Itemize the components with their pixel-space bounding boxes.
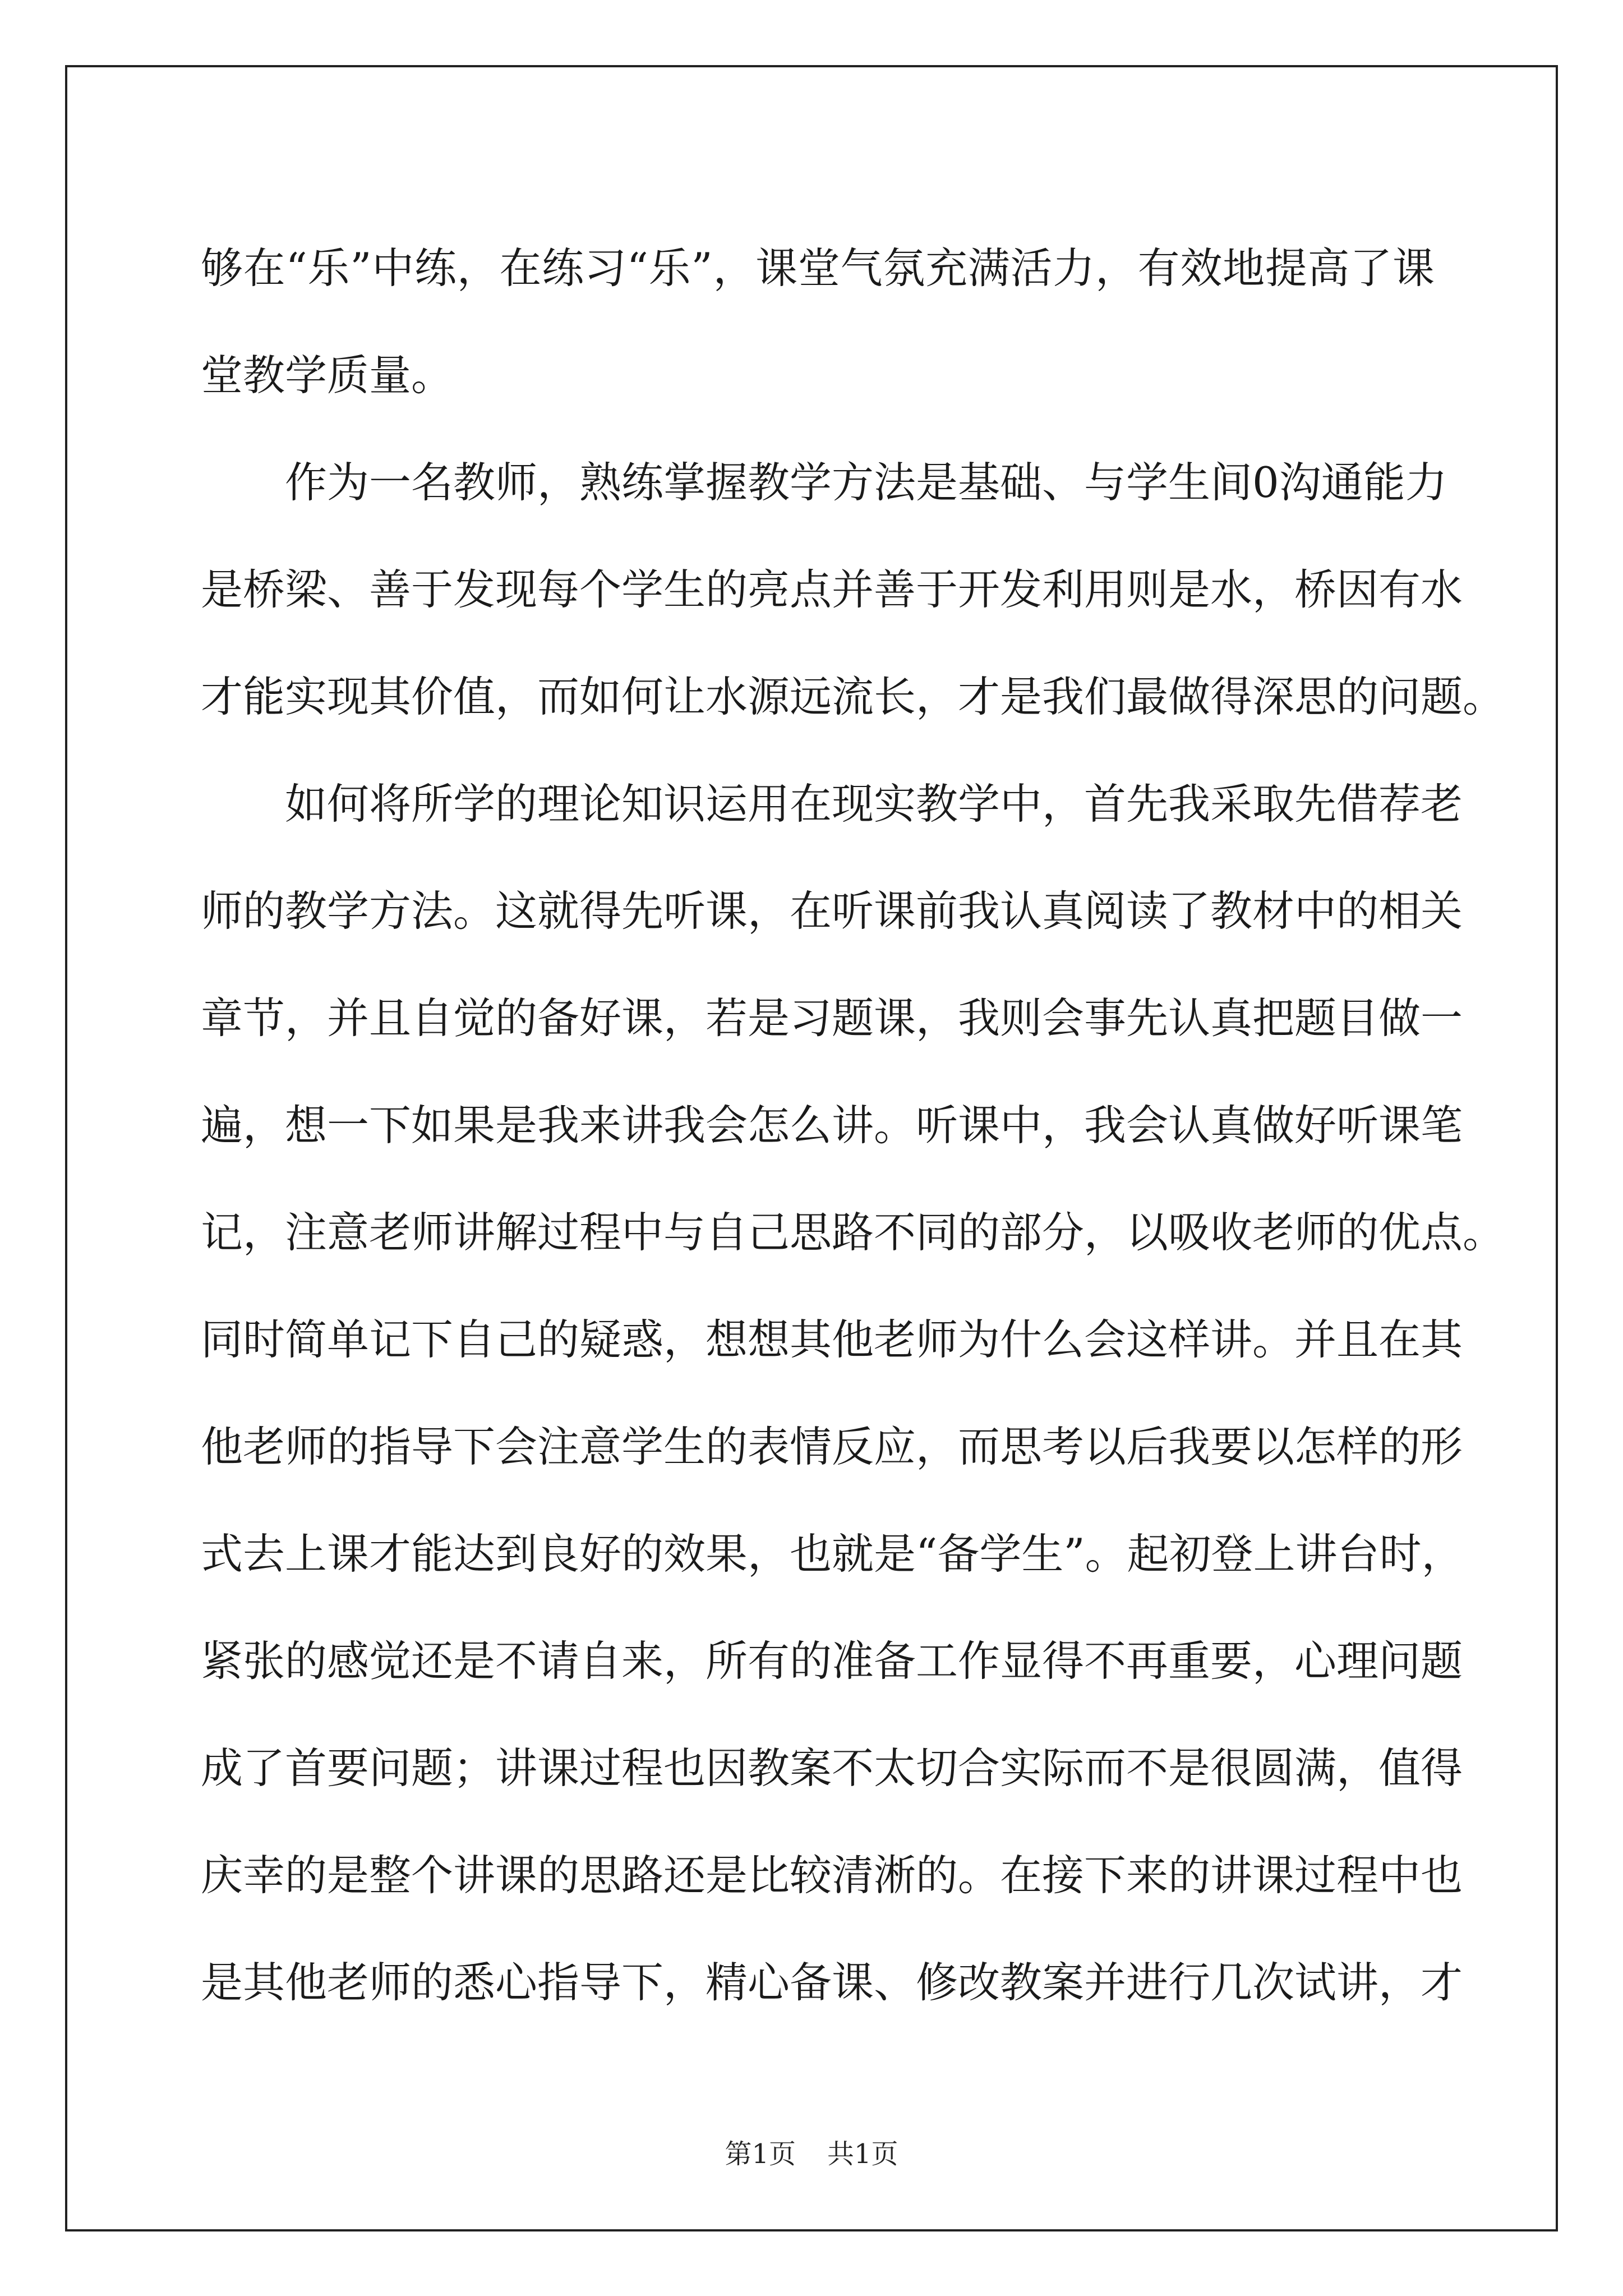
text-line: 他老师的指导下会注意学生的表情反应，而思考以后我要以怎样的形	[201, 1422, 1463, 1471]
text-line: 式去上课才能达到良好的效果，也就是“备学生”。起初登上讲台时，	[201, 1529, 1464, 1579]
text-line: 是桥梁、善于发现每个学生的亮点并善于开发利用则是水，桥因有水	[201, 565, 1463, 614]
text-line: 章节，并且自觉的备好课，若是习题课，我则会事先认真把题目做一	[201, 993, 1463, 1043]
text-line: 同时简单记下自己的疑惑，想想其他老师为什么会这样讲。并且在其	[201, 1315, 1463, 1364]
text-line: 遍，想一下如果是我来讲我会怎么讲。听课中，我会认真做好听课笔	[201, 1101, 1463, 1150]
text-line: 成了首要问题；讲课过程也因教案不太切合实际而不是很圆满，值得	[201, 1743, 1463, 1793]
text-line: 堂教学质量。	[201, 351, 454, 400]
text-line: 够在“乐”中练，在练习“乐”，课堂气氛充满活力，有效地提高了课	[201, 243, 1435, 293]
paragraph-first-line: 如何将所学的理论知识运用在现实教学中，首先我采取先借荐老	[285, 779, 1463, 829]
document-body	[201, 215, 1505, 2036]
page-footer	[0, 2137, 1623, 2171]
paragraph-first-line: 作为一名教师，熟练掌握教学方法是基础、与学生间0沟通能力	[285, 458, 1447, 507]
text-line: 记，注意老师讲解过程中与自己思路不同的部分，以吸收老师的优点。	[201, 1208, 1505, 1257]
text-line: 师的教学方法。这就得先听课，在听课前我认真阅读了教材中的相关	[201, 886, 1463, 936]
text-line: 是其他老师的悉心指导下，精心备课、修改教案并进行几次试讲，才	[201, 1958, 1463, 2007]
text-line: 才能实现其价值，而如何让水源远流长，才是我们最做得深思的问题。	[201, 672, 1505, 721]
text-line: 紧张的感觉还是不请自来，所有的准备工作显得不再重要，心理问题	[201, 1636, 1463, 1686]
page-total: 共1页	[827, 2138, 898, 2170]
text-line: 庆幸的是整个讲课的思路还是比较清淅的。在接下来的讲课过程中也	[201, 1851, 1463, 1900]
page-number: 第1页	[725, 2138, 796, 2170]
